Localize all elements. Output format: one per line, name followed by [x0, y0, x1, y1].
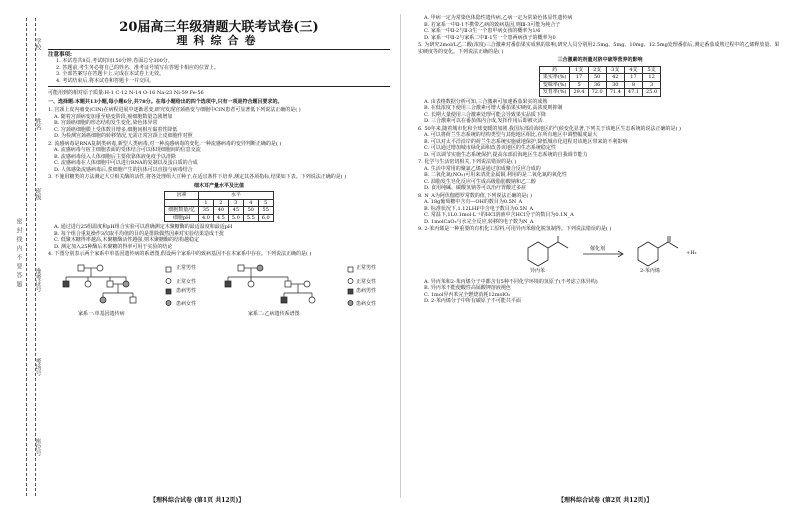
pedigree-figure [48, 261, 390, 319]
table-header-cell: 4支 [624, 66, 642, 74]
table-cell: 35 [198, 207, 213, 215]
pedigree-affected-female [123, 281, 129, 287]
page-footer-left: 【理科综合试卷 (第1页 共12页)】 [150, 497, 245, 504]
question-stem: 8. N_A为阿伏伽德罗常数的值,下列说法正确的是( ) [418, 192, 532, 199]
data-table [164, 191, 273, 222]
option-b: B. 每个组合重复操作3次取平均值的目的是排除偶然因素对实验结果造成干扰 [54, 230, 225, 237]
benzene-ring-icon [638, 242, 658, 266]
table-caption: 细木耳产量水平及比值 [193, 182, 244, 189]
legend-affected-female-icon [166, 300, 171, 305]
option-a: A. 由表格数据分析可知,三合激素可加速番茄果实的成熟 [424, 98, 548, 105]
option-d: D. 为检测宫颈癌细胞的转移情况,无需正常宫颈上皮细胞作对照 [54, 133, 193, 139]
option-b: B. 若家系一中Ⅱ-1不携带乙病的致病基因,则Ⅲ-3可能为纯合子 [424, 21, 561, 28]
table-cell: 30 [606, 81, 624, 89]
option-d: D. 三合激素可以在番茄体内合成,发挥作用后即被灭活 [424, 118, 543, 124]
question-9 [418, 226, 782, 305]
table-cell: 变味率(%) [539, 81, 570, 89]
table-cell: 42 [606, 74, 624, 82]
pedigree-male [107, 281, 113, 287]
option-a: A. 异丙苯和2-苯丙烯分子中都含有5种不同化学环境的氢原子(不考虑立体异构) [424, 278, 598, 285]
page-divider [400, 14, 401, 498]
option-b: B. 可以对太平洋沿岸的荷兰生态系统实施就地保护,降低城市化进程对该地区带来的不利影响 [424, 138, 628, 145]
table-cell: 4.5 [213, 214, 228, 222]
option-d: D. 可以调节实施生态系统保护,提高东部沿海地区生态系统的自我调节能力 [424, 151, 588, 158]
legend-normal-female-icon [348, 278, 353, 283]
table-cell: 果实率(%) [539, 74, 570, 82]
option-d: D. 家系一中Ⅱ-2与家系二中Ⅱ-1生一个患两病孩子的概率为0 [424, 34, 556, 41]
benzene-ring-icon [528, 242, 548, 266]
notice-line: 4. 考试结束后,将本试卷和答题卡一并交回。 [56, 77, 154, 84]
pedigree-female [304, 281, 310, 287]
question-stem: 4. 下图分别表示两个家系中单基因遗传病的系谱图,假设两个家系中的致病基因不在本家系中存在。下列说法正确的是( ) [48, 251, 312, 257]
legend-label: 患病男性 [356, 287, 377, 294]
option-a: A. 甲病一定为常染色体隐性遗传病,乙病一定为常染色体显性遗传病 [424, 15, 573, 21]
notice-line: 2. 答题前,考生务必将自己的姓名、准考证号填写在答题卡相应的位置上。 [56, 64, 219, 71]
binding-field-school: 学校 [34, 38, 41, 50]
atomic-masses: 可能用到的相对原子质量:H-1 C-12 N-14 O-16 Na-23 Ni-59 Fe-56 [48, 90, 204, 96]
legend-normal-male-icon [348, 267, 353, 272]
table-cell: 1 [198, 199, 213, 207]
option-b: B. 标准状况下,1.12LHF中含电子数目为0.5N_A [424, 205, 534, 212]
legend-label: 正常男性 [356, 264, 377, 271]
question-7 [418, 159, 782, 192]
question-stem: 2. 流感病毒是RNA复制类病毒,新型人类病毒,对一种流感病毒的变化,一种流感病毒的变异判断正确的是( ) [48, 140, 282, 147]
page-subtitle: 理科综合卷 [176, 34, 262, 47]
legend-affected-male-icon [348, 289, 353, 294]
catalyst-label: 催化剂 [590, 245, 606, 252]
pedigree-male [285, 281, 291, 287]
option-d: D. 食用纯碱、碳酸氢钠等可以治疗胃酸过多症 [424, 185, 527, 191]
pedigree-affected-female [100, 297, 106, 303]
table-header-cell: 2支 [588, 66, 606, 74]
question-6 [418, 126, 782, 159]
legend-label: 患病男性 [176, 287, 197, 294]
table-cell [165, 199, 199, 207]
binding-field-name: 姓名 [34, 118, 41, 130]
table-row [165, 192, 273, 200]
notice-rule [48, 86, 390, 87]
table-header-cell: 1支 [570, 66, 588, 74]
table-cell: 2 [213, 199, 228, 207]
pedigree-male [78, 265, 84, 271]
option-a: A. 生活中常用的聚氯乙烯是通过加成聚合反应合成的 [424, 165, 541, 172]
option-c: C. 家系一中Ⅱ-2与Ⅱ-3生一个患甲病女孩的概率为1/6 [424, 28, 541, 34]
option-a: A. 通过进行25组温度和pH组合实验可以准确测定木聚糖酶的最适温度和最适pH [54, 224, 233, 230]
question-stem: 7. 化学与生活密切相关,下列说法错误的是( ) [418, 159, 517, 165]
right-column [418, 14, 782, 306]
option-d: D. 2-苯丙烯分子中所有碳原子不可能共平面 [424, 298, 521, 304]
pedigree-legend [166, 267, 171, 306]
seal-hint: 密封线内不要答题 [15, 218, 22, 290]
pedigree-female [85, 281, 91, 287]
option-c: C. 长期大量使用三合激素处理可能会导致果实品质下降 [424, 111, 546, 118]
question-stem: 3. 不施用糖类的方法测定大豆相关酶的活性,将各处理组大豆种子,在适宜条件下培养,测定其各项指标,结果如下表。下列说法正确的是( ) [48, 174, 347, 180]
legend-affected-male-icon [166, 289, 171, 294]
notice-line: 3. 全部答案写在答题卡上,完成在本试卷上无效。 [56, 71, 164, 77]
pedigree-male [238, 265, 244, 271]
table-cell: 4.0 [198, 214, 213, 222]
pedigree-affected-male [63, 281, 69, 287]
table-header-cell: 3支 [606, 66, 624, 74]
page-footer-right: 【理科综合试卷 (第2页 共12页)】 [558, 497, 653, 504]
option-c: C. 低聚木糖得率越高,木聚糖酶活性越强,则木聚糖酶的结构越稳定 [54, 237, 200, 243]
question-stem: 9. 2-苯丙烯是一种重要的有机化工原料,可用异丙苯催化脱氢制得。下列说法错误的是( ) [418, 226, 612, 232]
table-cell: 发育率(%) [539, 89, 570, 97]
table-cell: 50 [243, 207, 258, 215]
table-cell: 5.5 [243, 214, 258, 222]
pedigree-family-1 [63, 265, 136, 303]
option-c: C. 可以通过增加城市绿化面积改善该地区的生态系统稳定性 [424, 145, 556, 151]
figure-caption: 家系一:单基因遗传病 [78, 310, 125, 317]
option-a: A. 18g葡萄糖中含有—OH的数目为0.5N_A [424, 199, 523, 205]
option-d: D. 人体感染流感病毒后,浆细胞产生的抗体可以直接与病毒结合 [54, 166, 193, 173]
pedigree-family-2 [225, 265, 353, 306]
table-cell: 29.4 [570, 89, 588, 97]
legend-normal-male-icon [166, 267, 171, 272]
question-3 [48, 174, 390, 250]
table-row [539, 74, 660, 82]
question-8 [418, 193, 782, 226]
left-column [48, 14, 390, 322]
question-stem: 6. 50年来,随着城市化和全球变暖的加剧,我国东部沿海地区的气候变化显著,下列关于该地区生态系统的说法正确的是( ) [418, 125, 681, 132]
table-cell: 25.0 [643, 89, 661, 97]
seal-line [26, 18, 36, 496]
table-cell: 6.0 [258, 214, 273, 222]
table-cell: 5 [570, 81, 588, 89]
table-cell: 36 [588, 81, 606, 89]
reaction-figure [418, 236, 782, 276]
option-d: D. 测定加入25种酶后木聚糖的得率可用于实验的结论 [54, 243, 173, 250]
option-b: B. 流感病毒侵入人体细胞后主要依靠体液免疫予以清除 [54, 153, 176, 160]
option-b: B. 在低浓度下使用三合激素可增大番茄果实硬度,高浓度则抑制 [424, 105, 563, 111]
pedigree-affected-male [281, 297, 287, 303]
table-cell: 细胞数量/亿 [165, 207, 199, 215]
table-row [539, 89, 660, 97]
pedigree-affected-male [225, 281, 231, 287]
legend-label: 患病女性 [176, 300, 197, 307]
question-2 [48, 141, 390, 174]
question-5 [418, 42, 782, 125]
table-row [165, 214, 273, 222]
option-b: B. 宫颈癌细胞的形态结构发生变化,染色体异常 [54, 120, 158, 126]
legend-label: 正常女性 [356, 278, 377, 285]
question-4 [48, 251, 390, 319]
table-cell: 17 [570, 74, 588, 82]
legend-normal-female-icon [166, 278, 171, 283]
table-header-cell: 5支 [643, 66, 661, 74]
table-cell: 17 [624, 74, 642, 82]
table-cell: 5 [258, 199, 273, 207]
question-stem: 5. 为研究2mol/L乙二酸(浓度)三合激素对番茄果实成熟的影响,研究人员分别用2.5mg、5mg、10mg、12.5mg处理番茄后,测定番茄成熟过程中的乙烯释放量、果实硬度等的变化。下列说法正确的是( ) [418, 42, 780, 55]
option-d: D. 1molCaO₂与水完全反应,转移的电子数为N_A [424, 218, 534, 225]
option-c: C. 油脂发生皂化反应可生成高级脂肪酸钠和乙二醇 [424, 178, 536, 185]
table-cell: 50 [588, 74, 606, 82]
option-b: B. 二氧化氮(NO₂)可用来清洗金属铜,利用的是二氧化氮的氧化性 [424, 172, 567, 178]
table-cell: 3 [228, 199, 243, 207]
option-c: C. 流感病毒在人体细胞中可以进行RNA的复制以及蛋白质的合成 [54, 160, 198, 166]
table-row [539, 66, 660, 74]
table-cell: 5.0 [228, 214, 243, 222]
pedigree-female [309, 297, 315, 303]
pedigree-affected-female [257, 265, 263, 271]
reactant-label: 异丙苯 [530, 267, 546, 274]
reaction-scheme [418, 236, 782, 276]
notice-line: 1. 本试卷共8页,考试时间150分钟,卷面总分300分。 [56, 58, 173, 64]
binding-field-class: 班级 [34, 188, 41, 200]
option-a: A. 流感病毒与宿主细胞表面的受体结合可以体现细胞间的信息交流 [54, 147, 201, 153]
binding-field-exam-id: 准考证号 [34, 268, 41, 292]
table-caption: 三合激素的剂量对脐中硫等营养的影响 [557, 57, 643, 63]
option-b: B. 异丙苯不能使酸性高锰酸钾溶液褪色 [424, 285, 511, 291]
title-rule [48, 49, 390, 50]
table-header-cell: 水平 [198, 192, 273, 200]
legend-label: 正常女性 [176, 278, 197, 285]
question-1 [48, 107, 390, 140]
option-a: A. 随着宫颈病变加重至癌变阶段,癌细胞数量急剧增加 [54, 113, 173, 120]
table-cell: 8 [624, 81, 642, 89]
question-stem: 1. 宫颈上皮内瘤变(CIN)在病程进展中逐渐恶变,研究发现宫颈癌变与细胞中CIN患者可显著低下列说法正确的是( ) [48, 107, 301, 113]
table-cell: 47.1 [624, 89, 642, 97]
table-cell: 55 [258, 207, 273, 215]
pedigree-female [248, 281, 254, 287]
legend-label: 正常男性 [176, 264, 197, 271]
option-c: C. 1mol异丙苯完全燃烧消耗12molO₂ [424, 291, 511, 298]
table-row [539, 81, 660, 89]
pedigree-male [130, 297, 136, 303]
table-row [165, 199, 273, 207]
page-title: 20届高三年级猜题大联考试卷(三) [119, 20, 319, 35]
hydrogen-label: +H₂ [686, 249, 697, 256]
table-row [165, 207, 273, 215]
option-c: C. 宫颈癌细胞膜上受体数目增多,细胞间相互黏着性降低 [54, 126, 178, 133]
table-cell: 3 [643, 81, 661, 89]
section-heading: 一、选择题:本题共13小题,每小题6分,共78分。在每小题给出的四个选项中,只有一项是符合题目要求的。 [48, 98, 283, 105]
table-cell: 45 [228, 207, 243, 215]
table-header-cell: 药 [539, 66, 570, 74]
binding-field-room: 考场号 [34, 358, 41, 376]
option-c: C. 常温下,1L0.1mol·L⁻¹的HCl溶液中含HCl分子的数目为0.1N_A [424, 212, 574, 218]
figure-caption: 家系二:乙病遗传系谱图 [248, 310, 300, 317]
notice-box [48, 52, 390, 85]
table-cell: 71.4 [606, 89, 624, 97]
legend-label: 患病女性 [356, 300, 377, 307]
table-cell: 4 [243, 199, 258, 207]
data-table [539, 66, 661, 97]
option-a: A. 可以将荷兰生态系统的结构类型与其他地区相比,在所有地区中调整幅度最大 [424, 132, 598, 138]
table-cell: 细胞pH [165, 214, 199, 222]
table-header-cell: 因素 [165, 192, 199, 200]
table-cell: 40 [213, 207, 228, 215]
pedigree-female [97, 265, 103, 271]
question-4-options [418, 15, 782, 41]
notice-head: 注意事项: [48, 51, 73, 58]
legend-affected-female-icon [348, 300, 353, 305]
table-cell: 72.0 [588, 89, 606, 97]
binding-strip [12, 18, 50, 496]
table-cell: 12 [643, 74, 661, 82]
product-label: 2-苯丙烯 [640, 267, 660, 274]
binding-field-seat: 座位号 [34, 438, 41, 456]
